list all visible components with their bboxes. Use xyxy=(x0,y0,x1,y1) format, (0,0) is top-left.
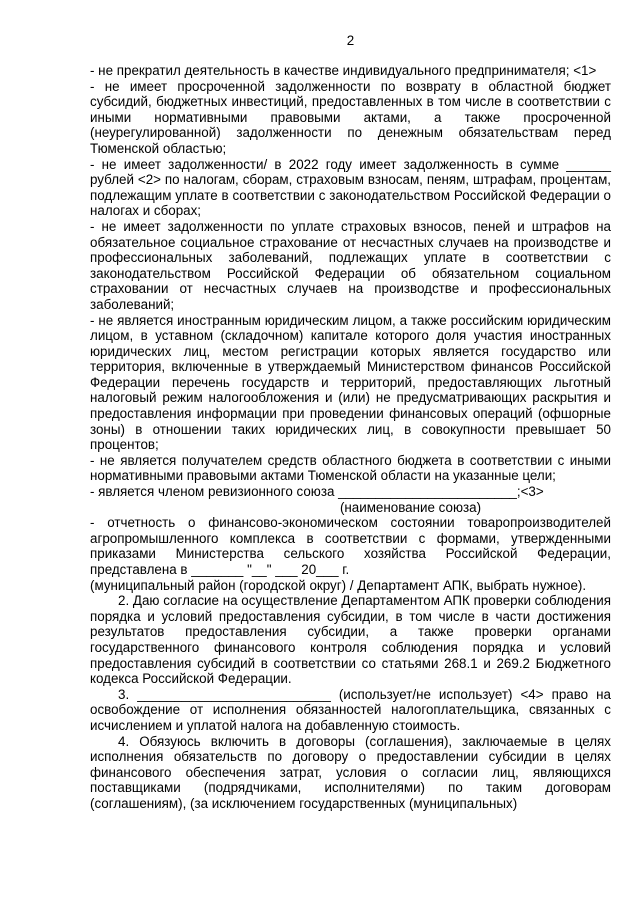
paragraph-insurance-debt: - не имеет задолженности по уплате страховых взносов, пеней и штрафов на обязательное социальное страхование от несчастных случаев на производстве и профессиональных заболеваний, подлежащих уплате в соответствии с законодательством Российской Федерации об обязательном социальном страховании от несчастных случаев на производстве и профессиональных заболеваний; xyxy=(90,218,611,312)
union-caption: (наименование союза) xyxy=(339,499,482,515)
paragraph-audit-union-member: - является членом ревизионного союза ________________________;<3> xyxy=(90,484,544,500)
paragraph-report: - отчетность о финансово-экономическом состоянии товаропроизводителей агропромышленного комплекса в соответствии с формами, утвержденными приказами Министерства сельского хозяйства Российской Федерации, представлена в _______ "__" ___ 20___ г. xyxy=(90,515,611,577)
paragraph-not-budget-recipient: - не является получателем средств областного бюджета в соответствии с иными нормативными правовыми актами Тюменской области на указанные цели; xyxy=(90,452,611,484)
paragraph-item-2: 2. Даю согласие на осуществление Департаментом АПК проверки соблюдения порядка и условий предоставления субсидии, в том числе в части достижения результатов предоставления субсидии, а также проверки органами государственного финансового контроля соблюдения порядка и условий предоставления субсидий в соответствии со статьями 268.1 и 269.2 Бюджетного кодекса Российской Федерации. xyxy=(90,593,611,687)
paragraph-no-overdue-debt: - не имеет просроченной задолженности по возврату в областной бюджет субсидий, бюджетных инвестиций, предоставленных в том числе в соответствии с иными нормативными правовыми актами, а также просроченной (неурегулированной) задолженности по денежным обязательствам перед Тюменской областью; xyxy=(90,78,611,156)
paragraph-item-3: 3. __________________________ (использует/не использует) <4> право на освобождение от исполнения обязанностей налогоплательщика, связанных с исчислением и уплатой налога на добавленную стоимость. xyxy=(90,686,611,733)
report-caption: (муниципальный район (городской округ) / Департамент АПК, выбрать нужное). xyxy=(90,577,587,593)
paragraph-tax-debt: - не имеет задолженности/ в 2022 году имеет задолженность в сумме ______ рублей <2> по налогам, сборам, страховым взносам, пеням, штрафам, процентам, подлежащим уплате в соответствии с законодательством Российской Федерации о налогах и сборах; xyxy=(90,156,611,219)
document-body xyxy=(90,63,611,812)
paragraph-not-foreign-entity: - не является иностранным юридическим лицом, а также российским юридическим лицом, в уставном (складочном) капитале которого доля участия иностранных юридических лиц, местом регистрации которых является государство или территория, включенные в утверждаемый Министерством финансов Российской Федерации перечень государств и территорий, предоставляющих льготный налоговый режим налогообложения и (или) не предусматривающих раскрытия и предоставления информации при проведении финансовых операций (офшорные зоны) в отношении таких юридических лиц, в совокупности превышает 50 процентов; xyxy=(90,312,611,453)
paragraph-item-4: 4. Обязуюсь включить в договоры (соглашения), заключаемые в целях исполнения обязательств по договору о предоставлении субсидии в целях финансового обеспечения затрат, условия о согласии лиц, являющихся поставщиками (подрядчиками, исполнителями) по таким договорам (соглашениям), (за исключением государственных (муниципальных) xyxy=(90,733,611,811)
page-number: 2 xyxy=(346,33,355,48)
paragraph-not-ceased-ie: - не прекратил деятельность в качестве индивидуального предпринимателя; <1> xyxy=(90,63,597,78)
